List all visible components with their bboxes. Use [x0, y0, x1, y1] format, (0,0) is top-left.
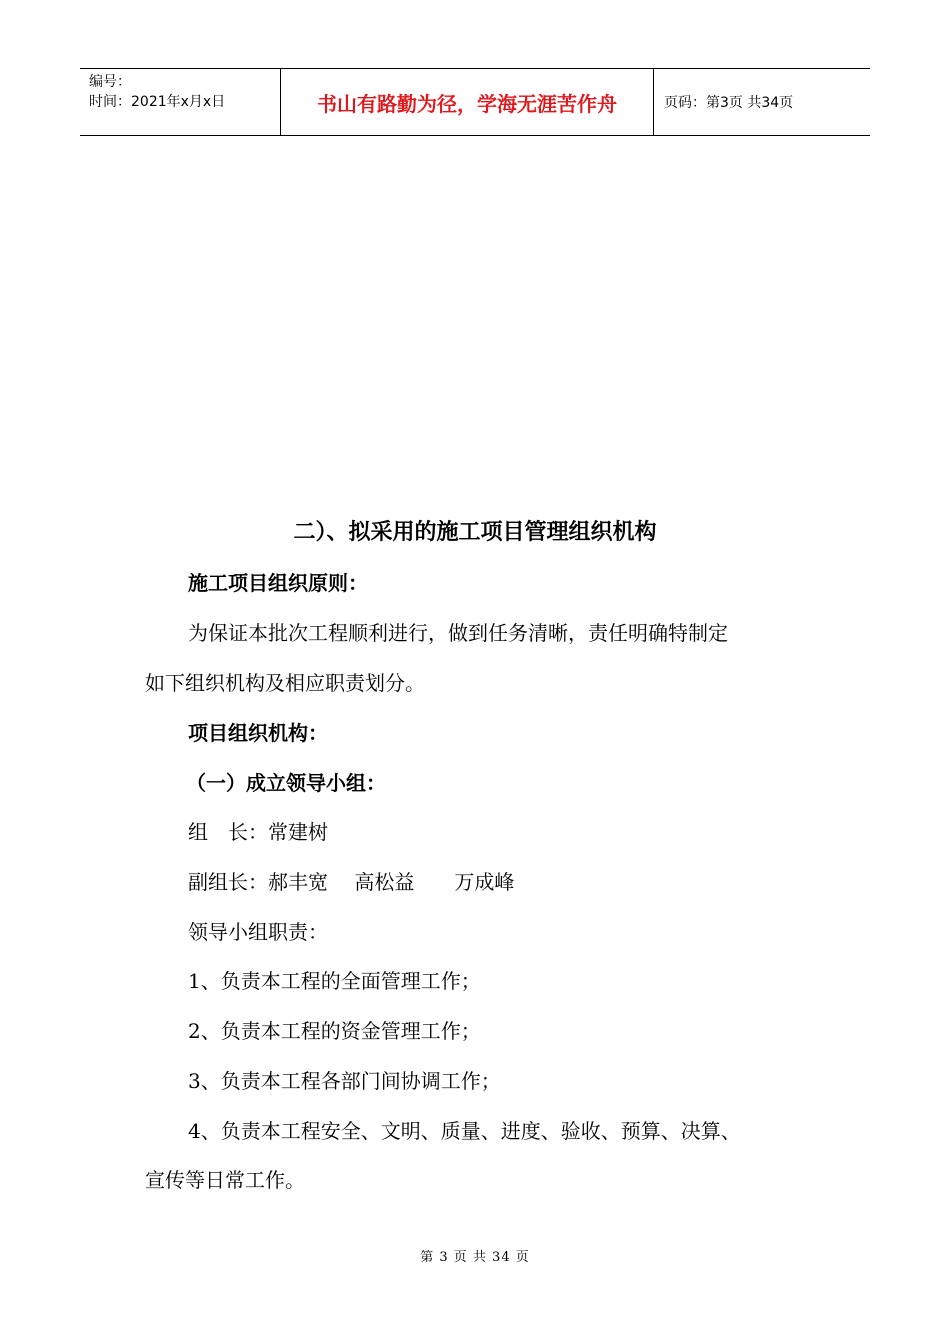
page-header [80, 68, 870, 136]
principle-text-line-1: 为保证本批次工程顺利进行，做到任务清晰，责任明确特制定 [188, 621, 728, 645]
header-number-label: 编号： [89, 74, 131, 90]
principle-heading: 施工项目组织原则： [188, 571, 368, 595]
header-page-info: 页码：第3页 共34页 [664, 95, 794, 111]
duty-item-4-line-1: 4、负责本工程安全、文明、质量、进度、验收、预算、决算、 [188, 1119, 741, 1143]
duty-item-3: 3、负责本工程各部门间协调工作； [188, 1069, 501, 1093]
leader-group-heading: （一）成立领导小组： [186, 771, 386, 795]
section-title: 二）、拟采用的施工项目管理组织机构 [293, 520, 657, 545]
header-time-label: 时间：2021年x月x日 [89, 94, 226, 110]
duty-item-4-line-2: 宣传等日常工作。 [145, 1168, 305, 1192]
header-meta [80, 69, 281, 135]
org-heading: 项目组织机构： [188, 721, 328, 745]
duties-label: 领导小组职责： [188, 920, 328, 944]
duty-item-1: 1、负责本工程的全面管理工作； [188, 969, 481, 993]
header-motto: 书山有路勤为径，学海无涯苦作舟 [281, 69, 654, 135]
page-footer: 第 3 页 共 34 页 [420, 1250, 530, 1265]
deputy-leaders-line: 副组长：郝丰宽 高松益 万成峰 [188, 870, 515, 894]
leader-line: 组 长：常建树 [188, 820, 328, 844]
principle-text-line-2: 如下组织机构及相应职责划分。 [145, 671, 425, 695]
duty-item-2: 2、负责本工程的资金管理工作； [188, 1019, 481, 1043]
